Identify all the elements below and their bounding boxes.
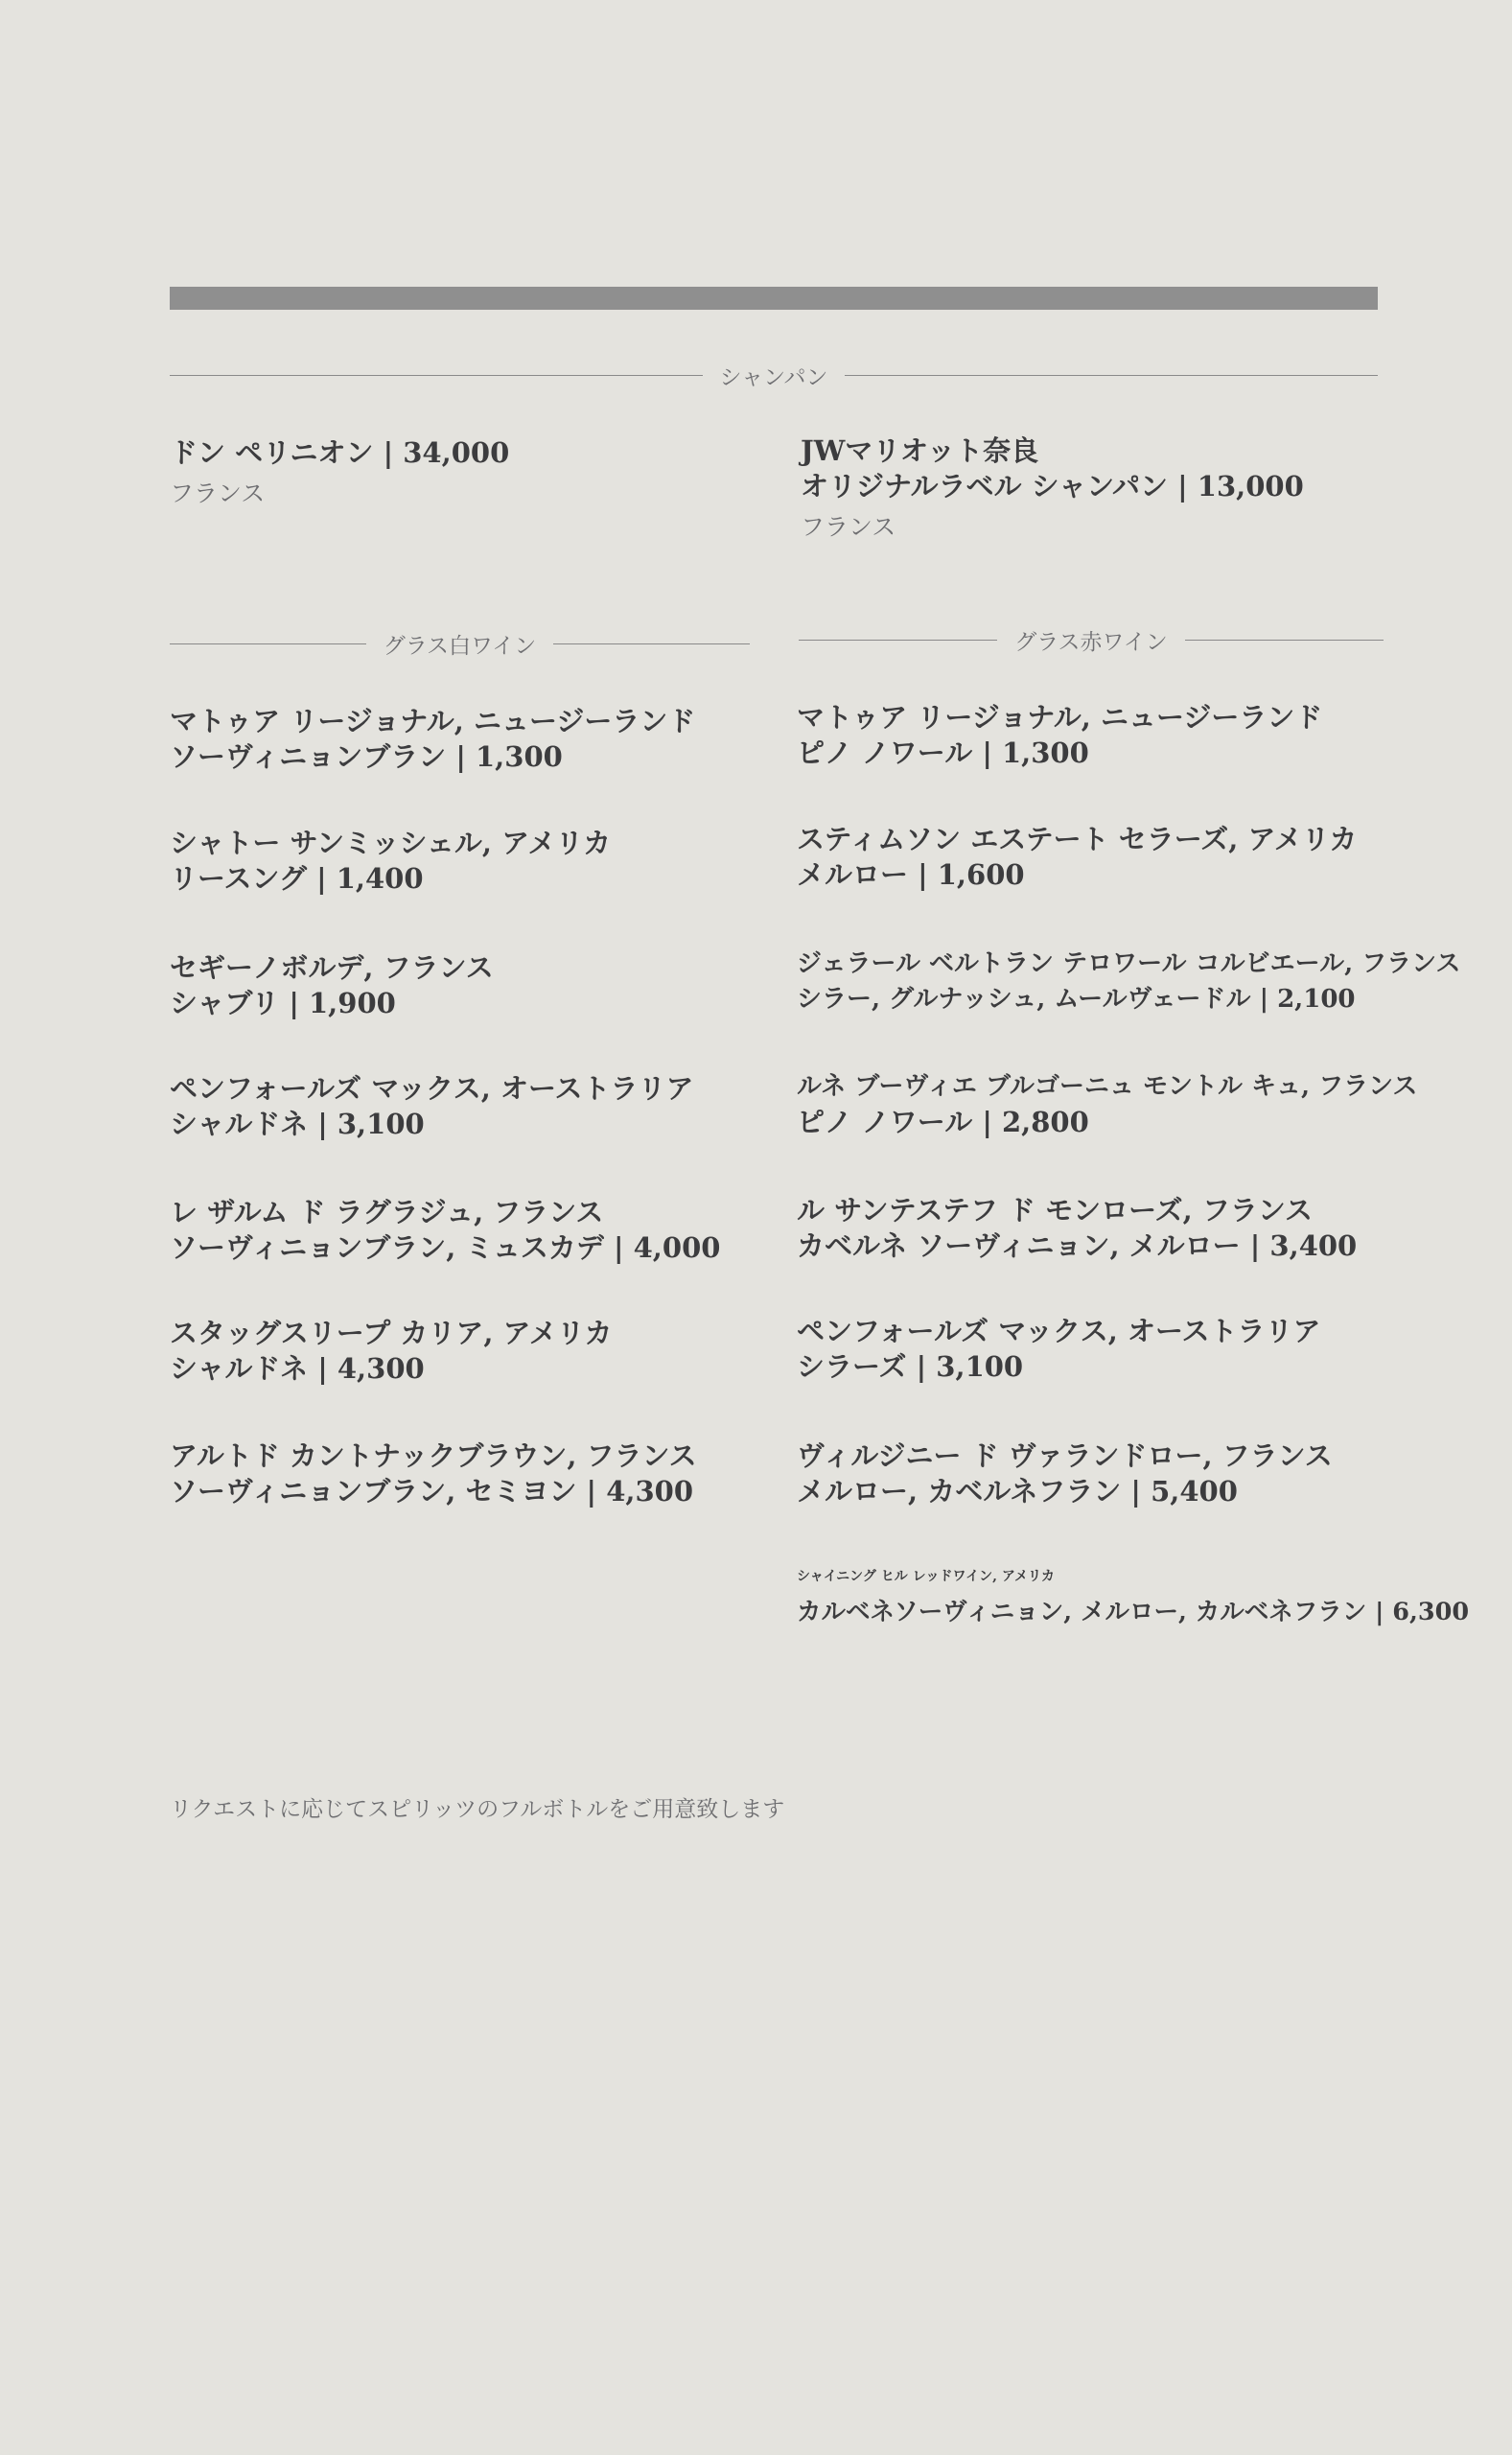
wine-producer: ルネ ブーヴィエ ブルゴーニュ モントル キュ, フランス: [797, 1072, 1418, 1101]
wine-producer: ヴィルジニー ド ヴァランドロー, フランス: [797, 1439, 1333, 1472]
wine-producer: シャイニング ヒル レッドワイン, アメリカ: [797, 1569, 1055, 1584]
wine-producer: ル サンテステフ ド モンローズ, フランス: [797, 1194, 1313, 1227]
wine-type-price: オリジナルラベル シャンパン | 13,000: [801, 470, 1304, 503]
wine-grape-price: シャルドネ | 4,300: [170, 1352, 425, 1385]
section-header-white-wine: [170, 627, 750, 660]
footnote: リクエストに応じてスピリッツのフルボトルをご用意致します: [170, 1797, 785, 1822]
red-wine-item: [797, 1193, 1357, 1264]
wine-name: JWマリオット奈良: [801, 434, 1039, 467]
wine-origin: フランス: [170, 479, 266, 507]
wine-grape-price: ピノ ノワール | 1,300: [797, 736, 1089, 769]
wine-producer: マトゥア リージョナル, ニュージーランド: [170, 705, 696, 737]
divider-rule: [170, 375, 703, 376]
section-title-champagne: シャンパン: [719, 364, 828, 390]
red-wine-item: [797, 1559, 1469, 1630]
section-header-red-wine: [799, 623, 1384, 656]
wine-producer: ペンフォールズ マックス, オーストラリア: [170, 1072, 694, 1105]
white-wine-item: [170, 950, 494, 1021]
wine-name-price: ドン ペリニオン | 34,000: [170, 436, 510, 469]
champagne-item: [170, 435, 509, 513]
red-wine-item: [797, 822, 1357, 893]
white-wine-item: [170, 1195, 720, 1266]
red-wine-item: [797, 1438, 1333, 1509]
divider-rule: [553, 643, 750, 644]
section-title-red-wine: グラス赤ワイン: [1014, 629, 1168, 655]
wine-grape-price: カベルネ ソーヴィニョン, メルロー | 3,400: [797, 1229, 1358, 1262]
white-wine-item: [170, 1071, 694, 1142]
white-wine-item: [170, 826, 611, 897]
wine-grape-price: シャブリ | 1,900: [170, 987, 396, 1019]
section-title-white-wine: グラス白ワイン: [383, 633, 537, 659]
wine-grape-price: シャルドネ | 3,100: [170, 1108, 425, 1140]
wine-grape-price: シラー, グルナッシュ, ムールヴェードル | 2,100: [797, 985, 1356, 1014]
white-wine-item: [170, 1438, 697, 1509]
wine-producer: レ ザルム ド ラグラジュ, フランス: [170, 1196, 604, 1228]
wine-producer: アルトド カントナックブラウン, フランス: [170, 1439, 697, 1472]
wine-grape-price: カルベネソーヴィニョン, メルロー, カルベネフラン | 6,300: [797, 1598, 1470, 1626]
red-wine-item: [797, 1314, 1321, 1385]
champagne-item: [801, 433, 1304, 547]
red-wine-item: [797, 1069, 1417, 1140]
header-bar: [170, 287, 1378, 310]
wine-producer: セギーノボルデ, フランス: [170, 951, 494, 984]
divider-rule: [1185, 640, 1384, 641]
section-header-champagne: [170, 359, 1378, 391]
wine-grape-price: シラーズ | 3,100: [797, 1350, 1024, 1383]
white-wine-item: [170, 1316, 613, 1387]
divider-rule: [799, 640, 997, 641]
divider-rule: [845, 375, 1378, 376]
red-wine-item: [797, 700, 1322, 771]
wine-grape-price: ソーヴィニョンブラン, セミヨン | 4,300: [170, 1475, 694, 1508]
wine-grape-price: ソーヴィニョンブラン | 1,300: [170, 740, 563, 773]
wine-grape-price: リースング | 1,400: [170, 862, 424, 895]
wine-grape-price: ソーヴィニョンブラン, ミュスカデ | 4,000: [170, 1231, 721, 1264]
wine-grape-price: メルロー | 1,600: [797, 858, 1025, 891]
white-wine-item: [170, 704, 695, 775]
wine-origin: フランス: [801, 513, 896, 541]
wine-producer: ジェラール ベルトラン テロワール コルビエール, フランス: [797, 949, 1461, 978]
divider-rule: [170, 643, 366, 644]
wine-producer: スティムソン エステート セラーズ, アメリカ: [797, 823, 1358, 855]
wine-grape-price: メルロー, カベルネフラン | 5,400: [797, 1475, 1238, 1508]
wine-producer: マトゥア リージョナル, ニュージーランド: [797, 701, 1323, 734]
wine-producer: スタッグスリープ カリア, アメリカ: [170, 1317, 613, 1349]
wine-producer: ペンフォールズ マックス, オーストラリア: [797, 1315, 1321, 1347]
wine-grape-price: ピノ ノワール | 2,800: [797, 1106, 1089, 1138]
red-wine-item: [797, 947, 1460, 1017]
wine-producer: シャトー サンミッシェル, アメリカ: [170, 827, 612, 859]
